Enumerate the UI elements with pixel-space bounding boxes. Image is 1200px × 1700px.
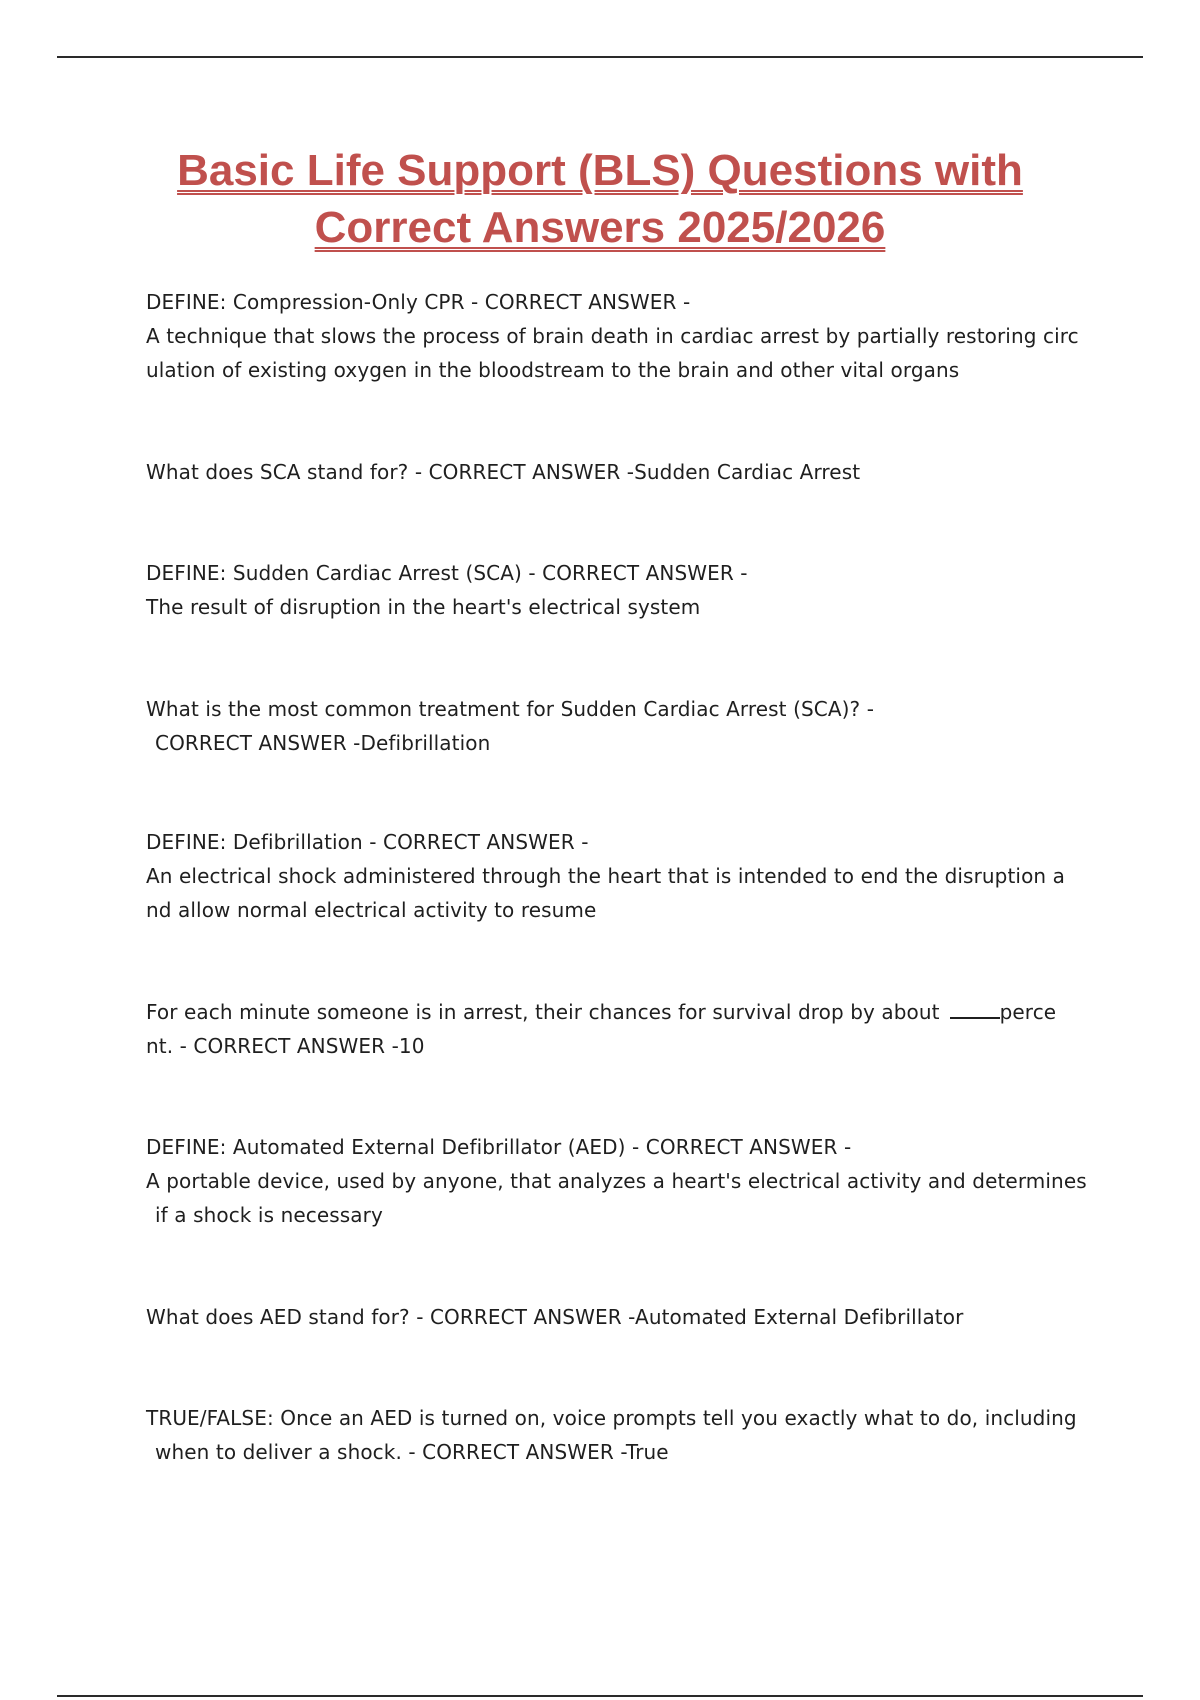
fill-in-blank [950, 1003, 1000, 1019]
answer-text: A technique that slows the process of brain death in cardiac arrest by partially restoring circ [146, 324, 1079, 348]
question-text: What does AED stand for? - CORRECT ANSWER -Automated External Defibrillator [146, 1305, 964, 1329]
question-text: TRUE/FALSE: Once an AED is turned on, voice prompts tell you exactly what to do, including [146, 1406, 1077, 1430]
answer-text: if a shock is necessary [155, 1203, 383, 1227]
title-line-2: Correct Answers 2025/2026 [314, 203, 886, 252]
qa-item-survival-drop [146, 995, 1086, 1063]
answer-text: nd allow normal electrical activity to resume [146, 898, 597, 922]
qa-item-defibrillation [146, 825, 1086, 927]
qa-item-sudden-cardiac-arrest [146, 556, 1086, 624]
qa-item-aed-definition [146, 1130, 1086, 1232]
bottom-rule [57, 1695, 1143, 1697]
question-line [146, 995, 1086, 1029]
answer-text: The result of disruption in the heart's electrical system [146, 595, 701, 619]
question-text: DEFINE: Automated External Defibrillator (AED) - CORRECT ANSWER - [146, 1135, 852, 1159]
qa-item-aed-acronym [146, 1300, 1086, 1334]
question-text: What is the most common treatment for Sudden Cardiac Arrest (SCA)? - [146, 697, 875, 721]
question-text: What does SCA stand for? - CORRECT ANSWER -Sudden Cardiac Arrest [146, 460, 861, 484]
answer-text: An electrical shock administered through the heart that is intended to end the disruption a [146, 864, 1065, 888]
question-text: DEFINE: Defibrillation - CORRECT ANSWER - [146, 830, 589, 854]
question-text: DEFINE: Sudden Cardiac Arrest (SCA) - CORRECT ANSWER - [146, 561, 748, 585]
answer-text: nt. - CORRECT ANSWER -10 [146, 1034, 425, 1058]
answer-text: A portable device, used by anyone, that analyzes a heart's electrical activity and determines [146, 1169, 1087, 1193]
qa-item-aed-voice-prompts [146, 1401, 1086, 1469]
answer-text: when to deliver a shock. - CORRECT ANSWER -True [155, 1440, 669, 1464]
title-line-1: Basic Life Support (BLS) Questions with [177, 146, 1023, 195]
question-text: For each minute someone is in arrest, their chances for survival drop by about [146, 1000, 940, 1024]
answer-text: CORRECT ANSWER -Defibrillation [155, 731, 491, 755]
qa-item-sca-acronym [146, 455, 1086, 489]
answer-text: ulation of existing oxygen in the bloodstream to the brain and other vital organs [146, 358, 960, 382]
qa-item-sca-treatment [146, 692, 1086, 760]
question-text: DEFINE: Compression-Only CPR - CORRECT ANSWER - [146, 290, 691, 314]
question-text-continued: perce [999, 1000, 1057, 1024]
document-title [100, 142, 1100, 256]
qa-item-compression-only-cpr [146, 285, 1086, 387]
top-rule [57, 56, 1143, 58]
